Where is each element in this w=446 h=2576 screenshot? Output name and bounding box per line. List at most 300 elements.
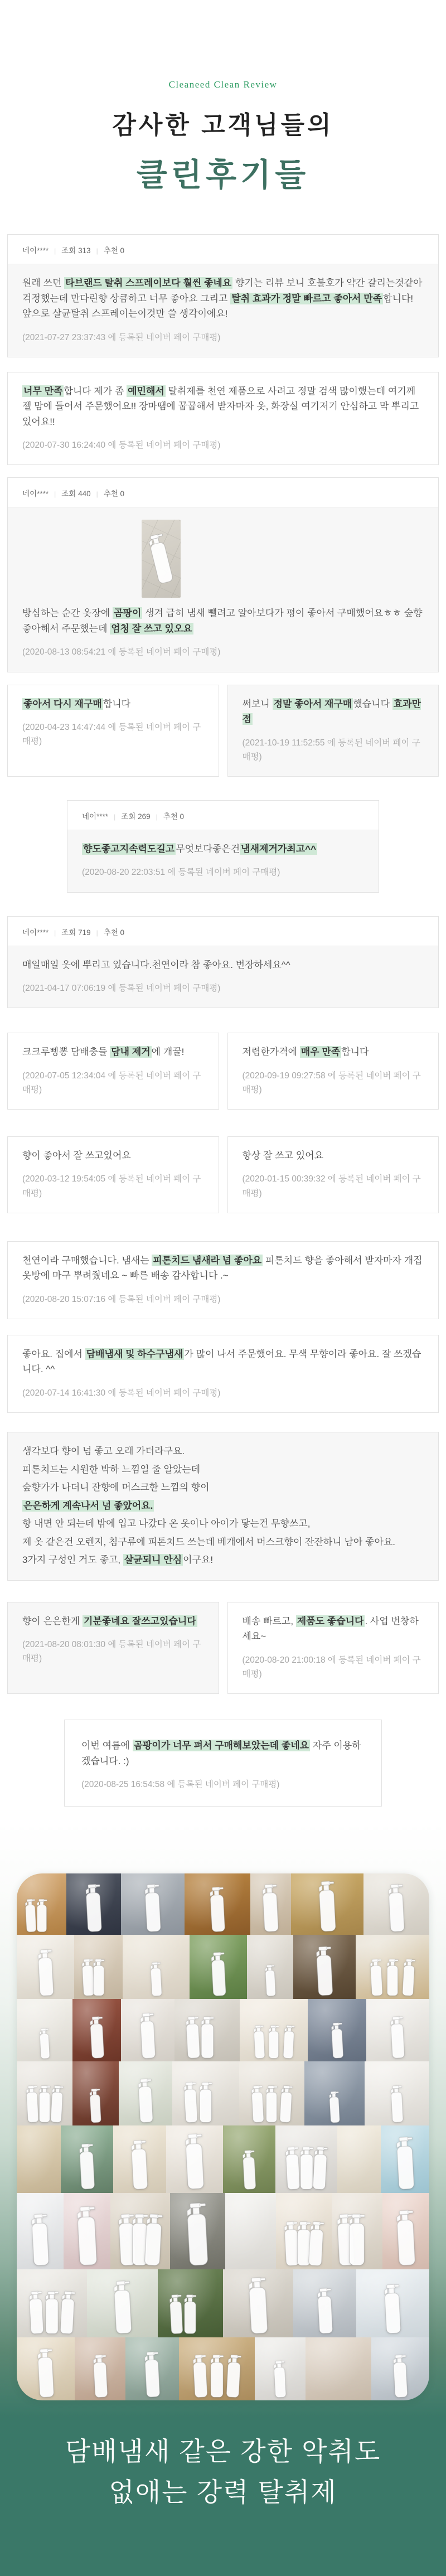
review-card: [227, 1602, 439, 1694]
review-date: (2020-01-15 00:39:32 에 등록된 네이버 페이 구매평): [242, 1174, 421, 1198]
review-row: [7, 1033, 439, 1110]
highlighted-text: 곰팡이가 너무 펴서 구매해보았는데 좋네요: [133, 1740, 309, 1751]
review-text: [22, 1347, 424, 1377]
collage-photo: [366, 1999, 429, 2061]
collage-photo: [225, 2193, 277, 2269]
slogan-line-2: 없애는 강력 탈취제: [109, 2477, 337, 2507]
collage-row: [17, 2061, 429, 2125]
review-card: [7, 477, 439, 672]
meta-divider: |: [54, 247, 56, 255]
meta-divider: |: [96, 928, 98, 937]
spray-bottle-icon: [313, 2287, 336, 2335]
meta-divider: |: [96, 490, 98, 498]
spray-bottle-icon: [75, 2142, 98, 2191]
spray-bottle-icon: [392, 2209, 420, 2267]
highlighted-text: 살균되니 안심: [124, 1555, 182, 1566]
spray-bottle-icon: [34, 1899, 49, 1933]
spray-bottle-icon: [206, 1886, 229, 1933]
spray-bottle-icon: [128, 2213, 152, 2267]
spray-bottle-icon: [387, 2015, 408, 2060]
reviewer-name: 네이****: [22, 928, 49, 937]
meta-divider: |: [54, 490, 56, 498]
review-row: [7, 1136, 439, 1213]
highlighted-text: 타브랜드 탈취 스프레이보다 훨씬 좋네요: [65, 278, 232, 288]
plain-text: 생각보다 향이 넘 좋고 오래 가더라구요.: [22, 1445, 185, 1456]
review-text: [22, 1614, 204, 1629]
review-date: (2020-09-19 09:27:58 에 등록된 네이버 페이 구매평): [242, 1071, 421, 1095]
collage-photo: [113, 2125, 166, 2193]
review-card: [67, 800, 379, 893]
spray-bottle-icon: [26, 2290, 47, 2335]
plain-text: 이구요!: [183, 1555, 214, 1566]
spray-bottle-icon: [136, 2012, 159, 2060]
meta-divider: |: [114, 812, 116, 821]
plain-text: 이번 여름에: [81, 1740, 133, 1751]
spray-bottle-icon: [207, 1951, 230, 1997]
collage-photo: [17, 2337, 75, 2400]
highlighted-text: 냄새제거가최고^^: [241, 843, 317, 854]
spray-bottle-icon: [384, 1958, 401, 1997]
collage-photo: [363, 1873, 429, 1935]
collage-photo: [293, 1935, 356, 1999]
review-body: [228, 1033, 439, 1109]
spray-bottle-icon: [222, 2354, 244, 2399]
spray-bottle-icon: [109, 2279, 136, 2335]
like-count: 추천 0: [103, 246, 125, 255]
review-text: [243, 1148, 424, 1164]
review-body: [65, 1720, 381, 1806]
review-date: (2020-04-23 14:47:44 에 등록된 네이버 페이 구매평): [22, 723, 201, 747]
highlighted-text: 곰팡이: [113, 608, 142, 619]
spray-bottle-icon: [294, 2221, 314, 2267]
spray-bottle-icon: [87, 2088, 104, 2123]
spray-bottle-icon: [23, 2084, 42, 2123]
spray-bottle-icon: [259, 1883, 283, 1933]
spray-bottle-icon: [207, 2354, 226, 2398]
reviewer-name: 네이****: [22, 490, 49, 498]
spray-bottle-icon: [282, 2146, 304, 2191]
spray-bottle-icon: [134, 2078, 157, 2124]
review-meta: [8, 478, 438, 507]
review-card: [227, 685, 439, 777]
highlighted-text: 좋아서 다시 재구매: [23, 698, 102, 709]
review-date: (2020-08-20 15:07:16 에 등록된 네이버 페이 구매평): [22, 1294, 221, 1304]
plain-text: 했습니다: [353, 698, 392, 709]
spray-bottle-icon: [244, 2276, 273, 2335]
spray-bottle-icon: [42, 2291, 62, 2335]
review-row: [7, 1602, 439, 1694]
page-title: 감사한 고객님들의: [112, 112, 334, 139]
review-row: [7, 800, 439, 893]
spray-bottle-icon: [27, 2212, 53, 2267]
plain-text: 써보니: [242, 698, 273, 709]
spray-bottle-icon: [181, 2294, 199, 2335]
spray-bottle-icon: [90, 1958, 107, 1997]
review-row: [7, 1241, 439, 1319]
collage-photo: [291, 1873, 363, 1935]
spray-bottle-icon: [86, 2015, 108, 2060]
spray-bottle-icon: [312, 1945, 337, 1997]
meta-divider: |: [54, 928, 56, 937]
review-card: [7, 685, 219, 777]
review-body: [8, 1033, 219, 1109]
review-text: [22, 1534, 424, 1550]
spray-bottle-icon: [309, 2146, 331, 2191]
review-text: [22, 384, 424, 430]
review-text: [243, 696, 424, 727]
plain-text: 생겨 급히 냄새 뺄려고 알아보다가 평이 좋아서 구매했어요ㅎㅎ 숲향 좋아해서 주문했는데: [22, 608, 423, 634]
spray-bottle-icon: [270, 2360, 289, 2398]
review-text: [22, 957, 424, 973]
plain-text: 저렴한가격에: [242, 1047, 300, 1058]
plain-text: 좋아요. 집에서: [22, 1348, 85, 1359]
plain-text: 항상 잘 쓰고 있어요: [242, 1150, 324, 1161]
bottom-slogan: [0, 2432, 446, 2513]
collage-photo: [172, 2061, 240, 2125]
review-body: [67, 830, 379, 892]
highlighted-text: 피톤치드 냄새라 넘 좋아요: [153, 1255, 262, 1266]
collage-photo: [190, 1935, 247, 1999]
collage-row: [17, 1873, 429, 1935]
spray-bottle-icon: [399, 1958, 418, 1997]
spray-bottle-icon: [33, 1948, 57, 1997]
review-date: (2020-07-14 16:41:30 에 등록된 네이버 페이 구매평): [22, 1388, 221, 1398]
review-date: (2021-08-20 08:01:30 에 등록된 네이버 페이 구매평): [22, 1640, 201, 1664]
spray-bottle-icon: [181, 2132, 209, 2191]
review-card: [7, 1602, 219, 1694]
plain-text: 원래 쓰던: [22, 278, 65, 288]
spray-bottle-icon: [198, 2016, 217, 2059]
review-date: (2020-08-13 08:54:21 에 등록된 네이버 페이 구매평): [22, 647, 221, 657]
spray-bottle-icon: [262, 1964, 278, 1997]
spray-bottle-icon: [127, 2139, 152, 2191]
collage-photo: [17, 2061, 72, 2125]
review-body: [8, 685, 219, 761]
highlighted-text: 너무 만족: [23, 385, 63, 396]
collage-photo: [64, 2193, 110, 2269]
collage-photo: [337, 2125, 381, 2193]
collage-photo: [17, 2125, 61, 2193]
plain-text: 향이 은은한게: [22, 1615, 83, 1626]
spray-bottle-icon: [263, 2085, 280, 2123]
spray-bottle-icon: [147, 1961, 164, 1997]
collage-photo: [61, 2125, 113, 2193]
collage-photo: [382, 2193, 429, 2269]
collage-row: [17, 2337, 429, 2400]
spray-bottle-icon: [79, 1958, 98, 1997]
spray-bottle-icon: [89, 2354, 111, 2399]
collage-photo: [179, 2337, 255, 2400]
spray-bottle-icon: [56, 2290, 78, 2335]
collage-row: [17, 2193, 429, 2269]
review-text: [22, 1552, 424, 1568]
collage-photo: [276, 2193, 331, 2269]
collage-photo: [239, 2061, 304, 2125]
collage-photo: [17, 1873, 66, 1935]
review-card: [227, 1136, 439, 1213]
review-date: (2020-07-30 16:24:40 에 등록된 네이버 페이 구매평): [22, 440, 221, 451]
plain-text: 항 내면 안 되는데 밖에 입고 나갔다 온 옷이나 아이가 닿는건 무향쓰고,: [22, 1518, 311, 1529]
collage-photo: [356, 2269, 429, 2337]
meta-divider: |: [156, 812, 158, 821]
collage-photo: [293, 2269, 356, 2337]
collage-photo: [17, 2269, 87, 2337]
spray-bottle-icon: [47, 2084, 66, 2123]
collage-photo: [74, 1935, 123, 1999]
meta-divider: |: [96, 247, 98, 255]
spray-bottle-icon: [333, 2212, 359, 2267]
view-count: 조회 313: [61, 246, 91, 255]
collage-photo: [121, 1999, 174, 2061]
collage-photo: [371, 2337, 429, 2400]
like-count: 추천 0: [103, 928, 125, 937]
collage-photo: [275, 2125, 337, 2193]
spray-bottle-icon: [314, 1880, 340, 1933]
highlighted-text: 향도좋고지속력도길고: [83, 843, 175, 854]
like-count: 추천 0: [163, 812, 185, 821]
highlighted-text: 매우 만족: [300, 1047, 341, 1058]
review-text: [243, 1614, 424, 1644]
plain-text: 크크루삥뽕 담배충들: [22, 1047, 110, 1058]
collage-photo: [250, 1873, 291, 1935]
collage-photo: [110, 2193, 170, 2269]
plain-text: 자주 이용하겠습니다. :): [81, 1740, 361, 1766]
collage-photo: [87, 2269, 157, 2337]
spray-bottle-icon: [392, 2136, 419, 2191]
spray-bottle-icon: [22, 1898, 39, 1933]
view-count: 조회 269: [121, 812, 151, 821]
review-card: [227, 1033, 439, 1110]
review-body: [8, 507, 438, 671]
review-row: [7, 1432, 439, 1581]
spray-bottle-icon: [387, 2084, 406, 2123]
highlighted-text: 예민해서: [128, 385, 164, 396]
collage-photo: [72, 2061, 119, 2125]
review-card: [7, 1136, 219, 1213]
collage-photo: [174, 1999, 240, 2061]
review-date: (2020-08-20 21:00:18 에 등록된 네이버 페이 구매평): [242, 1655, 421, 1679]
collage-row: [17, 1935, 429, 1999]
review-card: [7, 372, 439, 466]
review-body: [228, 1602, 439, 1693]
review-body: [228, 1137, 439, 1213]
review-body: [8, 1602, 219, 1678]
review-body: [8, 1335, 438, 1412]
review-text: [22, 696, 204, 712]
collage-photo: [170, 2193, 225, 2269]
plain-text: 제 옷 같은건 오렌지, 침구류에 피톤치드 쓰는데 베개에서 머스크향이 잔잔하니 남아 좋아요.: [22, 1536, 396, 1547]
review-text: [22, 1480, 424, 1495]
collage-photo: [17, 1935, 74, 1999]
spray-bottle-icon: [181, 2081, 201, 2124]
review-card: [7, 1241, 439, 1319]
spray-bottle-icon: [384, 1883, 409, 1933]
highlighted-text: 담내 제거: [111, 1047, 151, 1058]
collage-photo: [304, 2061, 365, 2125]
plain-text: . 사업 번창하세요~: [242, 1615, 419, 1642]
review-meta: [67, 801, 379, 830]
slogan-line-1: 담배냄새 같은 강한 악취도: [65, 2437, 381, 2467]
collage-photo: [365, 2061, 429, 2125]
collage-row: [17, 1999, 429, 2061]
like-count: 추천 0: [103, 490, 125, 498]
spray-bottle-icon: [367, 1958, 386, 1997]
spray-bottle-icon: [196, 2081, 215, 2123]
spray-bottle-icon: [114, 2212, 140, 2267]
review-body: [8, 1242, 438, 1319]
review-row: [7, 372, 439, 466]
collage-photo: [255, 2337, 306, 2400]
review-card: [7, 916, 439, 1009]
review-date: (2020-07-05 12:34:04 에 등록된 네이버 페이 구매평): [22, 1071, 201, 1095]
view-count: 조회 440: [61, 490, 91, 498]
collage-photo: [306, 2337, 371, 2400]
review-meta: [8, 235, 438, 264]
spray-bottle-icon: [277, 2084, 295, 2123]
collage-photo: [356, 1935, 429, 1999]
plain-text: 피톤치드는 시원한 박하 느낌일 줄 알았는데: [22, 1464, 201, 1475]
plain-text: 에 개꿀!: [151, 1047, 185, 1058]
highlighted-text: 기분좋네요 잘쓰고있습니다: [83, 1615, 196, 1626]
review-body: [8, 372, 438, 465]
review-card: [64, 1720, 382, 1807]
review-card: [7, 1432, 439, 1581]
collage-photo: [66, 1873, 121, 1935]
spray-bottle-icon: [81, 1883, 106, 1933]
collage-photo: [381, 2125, 429, 2193]
collage-photo: [158, 2269, 223, 2337]
spray-bottle-icon: [248, 2084, 267, 2123]
spray-bottle-icon: [297, 2146, 316, 2190]
plain-text: 피톤치드 향을 좋아해서 받자마자 개집 옷방에 마구 뿌려줬네요 ~ 빠른 배송 감사합니다 .~: [22, 1255, 423, 1281]
reviewer-name: 네이****: [82, 812, 109, 821]
spray-bottle-icon: [140, 1883, 165, 1933]
spray-bottle-icon: [182, 2015, 203, 2060]
review-text: [22, 1498, 424, 1514]
plain-text: 합니다 제가 좀: [64, 385, 127, 396]
spray-bottle-icon: [33, 2347, 59, 2399]
review-body: [228, 685, 439, 776]
plain-text: 숲향가가 나더니 잔향에 머스크한 느낌의 향이: [22, 1482, 210, 1493]
review-text: [22, 1148, 204, 1164]
collage-photo: [166, 2125, 223, 2193]
plain-text: 배송 빠르고,: [242, 1615, 296, 1626]
spray-bottle-icon: [37, 2027, 52, 2059]
review-text: [81, 1738, 365, 1769]
review-date: (2021-04-17 07:06:19 에 등록된 네이버 페이 구매평): [22, 984, 221, 994]
collage-photo: [123, 1935, 190, 1999]
collage-photo: [121, 1873, 185, 1935]
eyebrow-title: Cleaneed Clean Review: [168, 79, 278, 90]
collage-photo: [17, 2193, 64, 2269]
review-text: [22, 1516, 424, 1532]
collage-photo: [185, 1873, 250, 1935]
plain-text: 매일매일 옷에 뿌리고 있습니다.천연이라 참 좋아요. 번장하세요^^: [22, 959, 290, 970]
review-meta: [8, 917, 438, 946]
plain-text: 3가지 구성인 거도 좋고,: [22, 1555, 123, 1566]
collage-photo: [17, 1999, 72, 2061]
collage-photo: [72, 1999, 121, 2061]
review-text: [22, 606, 424, 636]
review-date: (2020-08-25 16:54:58 에 등록된 네이버 페이 구매평): [81, 1780, 280, 1790]
review-row: [7, 477, 439, 672]
review-text: [22, 1444, 424, 1459]
spray-bottle-icon: [72, 2205, 102, 2267]
plain-text: 합니다! 앞으로 살균탈취 스프레이는이것만 쓸 생각이에요!: [22, 293, 414, 319]
review-text: [22, 1462, 424, 1478]
plain-text: 향이 좋아서 잘 쓰고있어요: [22, 1150, 131, 1161]
review-date: (2020-08-20 22:03:51 에 등록된 네이버 페이 구매평): [82, 868, 280, 878]
spray-bottle-icon: [189, 2354, 211, 2399]
spray-bottle-icon: [380, 2283, 405, 2335]
collage-row: [17, 2269, 429, 2337]
spray-bottle-icon: [140, 2350, 163, 2399]
review-date: (2021-07-27 23:37:43 에 등록된 네이버 페이 구매평): [22, 332, 221, 342]
photo-collage: [17, 1873, 429, 2400]
plain-text: 합니다: [103, 698, 131, 709]
collage-photo: [308, 1999, 366, 2061]
spray-bottle-icon: [182, 2201, 214, 2267]
highlighted-text: 탈취 효과가 정말 빠르고 좋아서 만족: [231, 293, 382, 304]
spray-bottle-icon: [280, 2024, 297, 2059]
collage-and-slogan-section: [0, 1822, 446, 2576]
spray-bottle-icon: [328, 2021, 346, 2059]
collage-photo: [125, 2337, 178, 2400]
review-body: [8, 264, 438, 357]
collage-photo: [223, 2269, 293, 2337]
highlighted-text: 엄청 잘 쓰고 있오요: [111, 623, 192, 634]
review-body: [8, 1432, 438, 1580]
review-body: [8, 946, 438, 1008]
highlighted-text: 효과만점: [242, 698, 421, 725]
plain-text: 합니다: [341, 1047, 369, 1058]
spray-bottle-icon: [166, 2293, 186, 2335]
review-body: [8, 1137, 219, 1213]
review-card: [7, 1033, 219, 1110]
collage-photo: [223, 2125, 275, 2193]
reviews-section: [7, 234, 439, 1807]
review-photo: [142, 520, 181, 598]
collage-photo: [75, 2337, 125, 2400]
review-text: [243, 1044, 424, 1060]
spray-bottle-icon: [389, 2354, 411, 2399]
highlighted-text: 담배냄새 및 하수구냄새: [86, 1348, 183, 1359]
review-row: [7, 1720, 439, 1807]
highlighted-text: 은은하게 계속나서 넘 좋았어요.: [23, 1500, 153, 1511]
view-count: 조회 719: [61, 928, 91, 937]
review-text: [22, 275, 424, 322]
spray-bottle-icon: [251, 2024, 268, 2059]
reviewer-name: 네이****: [22, 246, 49, 255]
spray-bottle-icon: [345, 2213, 369, 2267]
review-card: [7, 1335, 439, 1413]
plain-text: 방심하는 순간 옷장에: [22, 608, 113, 619]
page-subtitle: 클린후기들: [136, 157, 310, 193]
spray-bottle-icon: [305, 2220, 327, 2267]
spray-bottle-icon: [36, 2085, 53, 2123]
plain-text: 가 많이 나서 주문했어요. 무색 무향이라 좋아요. 잘 쓰겠습니다. ^^: [22, 1348, 421, 1375]
review-row: [7, 1335, 439, 1413]
plain-text: 탈취제를 천연 제품으로 사려고 정말 검색 많이했는데 여기께 젤 맘에 들어서 주문했어요!! 장마땜에 꿉꿉해서 받자마자 옷, 화장실 여기저기 안심하고 막 뿌리고 있어요!!: [22, 385, 419, 427]
review-text: [82, 841, 364, 857]
collage-photo: [247, 1935, 293, 1999]
review-text: [22, 1253, 424, 1284]
collage-row: [17, 2125, 429, 2193]
review-card: [7, 234, 439, 357]
review-date: (2020-03-12 19:54:05 에 등록된 네이버 페이 구매평): [22, 1174, 201, 1198]
review-header: [0, 0, 446, 195]
plain-text: 무엇보다좋은건: [176, 843, 240, 854]
